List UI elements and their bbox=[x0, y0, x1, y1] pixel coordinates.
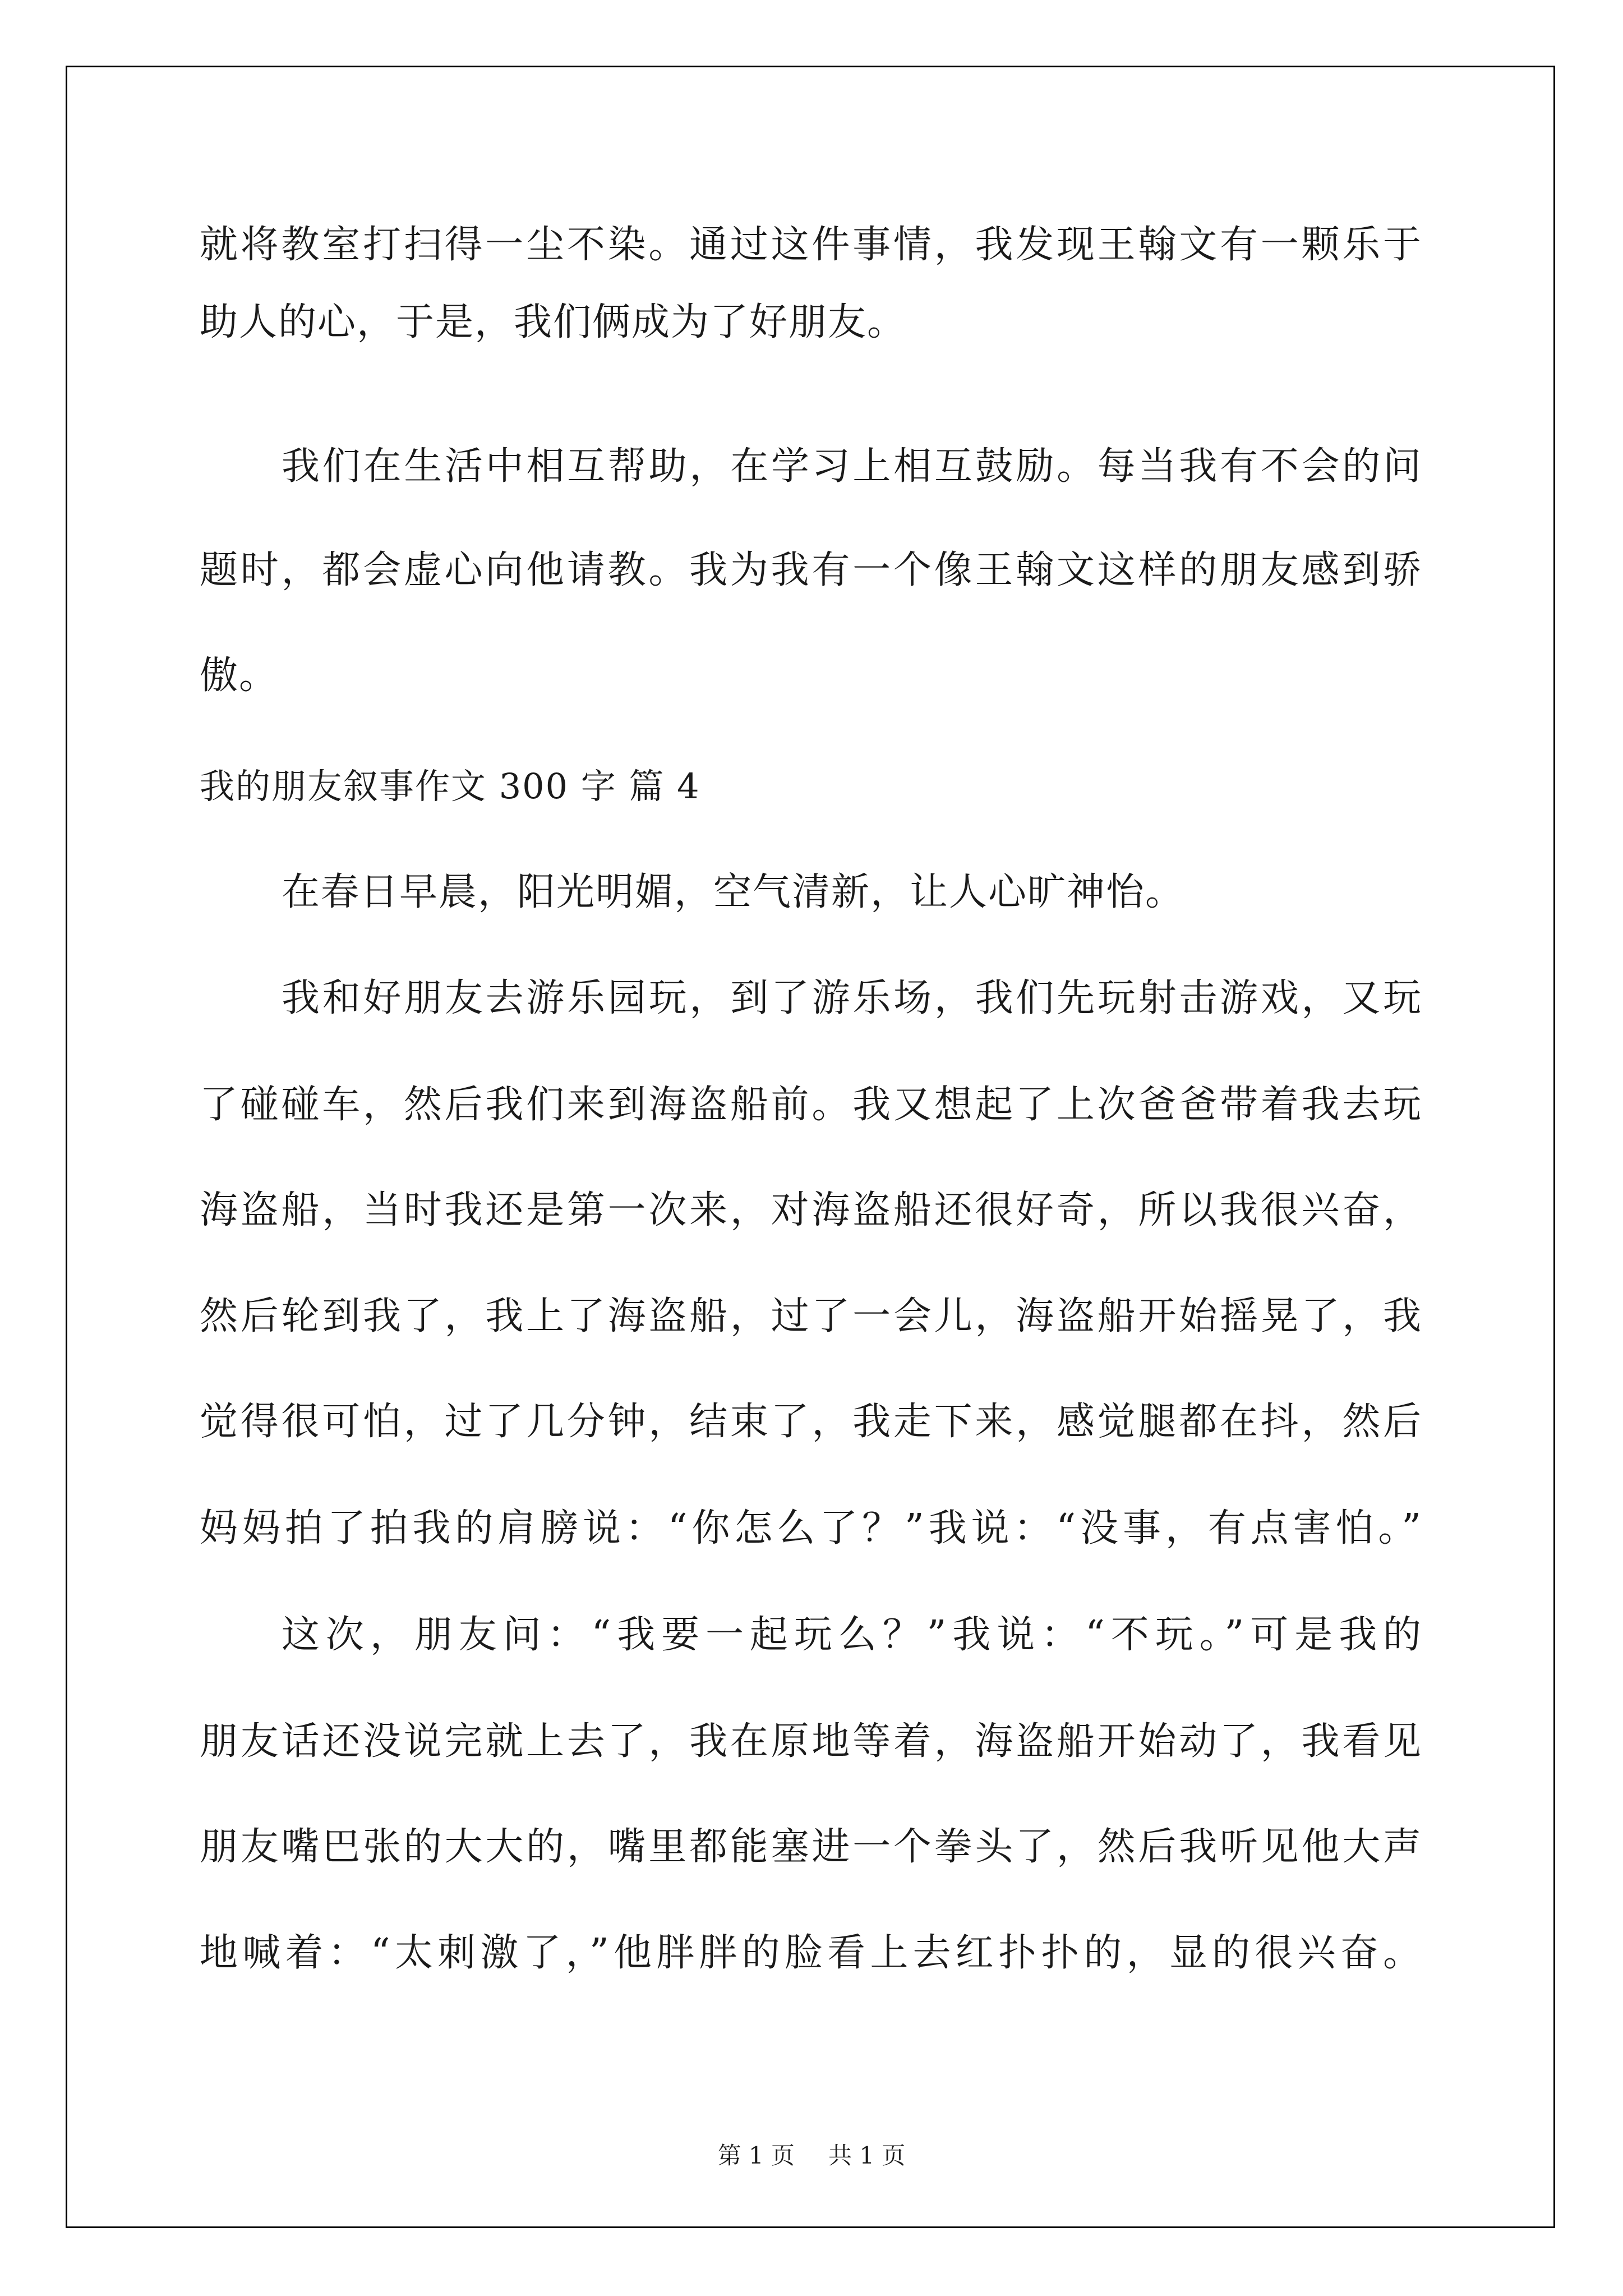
paragraph-line: 海盗船，当时我还是第一次来，对海盗船还很好奇，所以我很兴奋， bbox=[200, 1188, 1422, 1232]
paragraph-line: 我们在生活中相互帮助，在学习上相互鼓励。每当我有不会的问 bbox=[282, 444, 1422, 489]
paragraph-line: 这次，朋友问：“我要一起玩么？”我说：“不玩。”可是我的 bbox=[282, 1613, 1422, 1657]
paragraph-line: 就将教室打扫得一尘不染。通过这件事情，我发现王翰文有一颗乐于 bbox=[200, 223, 1422, 267]
paragraph-line: 在春日早晨，阳光明媚，空气清新，让人心旷神怡。 bbox=[282, 870, 1185, 914]
paragraph-line: 地喊着：“太刺激了，”他胖胖的脸看上去红扑扑的，显的很兴奋。 bbox=[200, 1931, 1422, 1975]
paragraph-line: 助人的心，于是，我们俩成为了好朋友。 bbox=[200, 300, 907, 344]
page-border bbox=[66, 66, 1555, 2228]
paragraph-line: 朋友嘴巴张的大大的，嘴里都能塞进一个拳头了，然后我听见他大声 bbox=[200, 1825, 1422, 1869]
paragraph-line: 朋友话还没说完就上去了，我在原地等着，海盗船开始动了，我看见 bbox=[200, 1719, 1422, 1764]
paragraph-line: 了碰碰车，然后我们来到海盗船前。我又想起了上次爸爸带着我去玩 bbox=[200, 1083, 1422, 1127]
page-number: 第 1 页 bbox=[717, 2142, 795, 2169]
paragraph-line: 题时，都会虚心向他请教。我为我有一个像王翰文这样的朋友感到骄 bbox=[200, 548, 1422, 592]
section-heading: 我的朋友叙事作文 300 字 篇 4 bbox=[200, 766, 700, 807]
paragraph-line: 傲。 bbox=[200, 654, 279, 698]
paragraph-line: 然后轮到我了，我上了海盗船，过了一会儿，海盗船开始摇晃了，我 bbox=[200, 1294, 1422, 1338]
page-footer bbox=[0, 2144, 1623, 2168]
paragraph-line: 觉得很可怕，过了几分钟，结束了，我走下来，感觉腿都在抖，然后 bbox=[200, 1400, 1422, 1444]
paragraph-line: 妈妈拍了拍我的肩膀说：“你怎么了？”我说：“没事，有点害怕。” bbox=[200, 1506, 1422, 1550]
page-total: 共 1 页 bbox=[828, 2142, 906, 2169]
paragraph-line: 我和好朋友去游乐园玩，到了游乐场，我们先玩射击游戏，又玩 bbox=[282, 976, 1422, 1020]
